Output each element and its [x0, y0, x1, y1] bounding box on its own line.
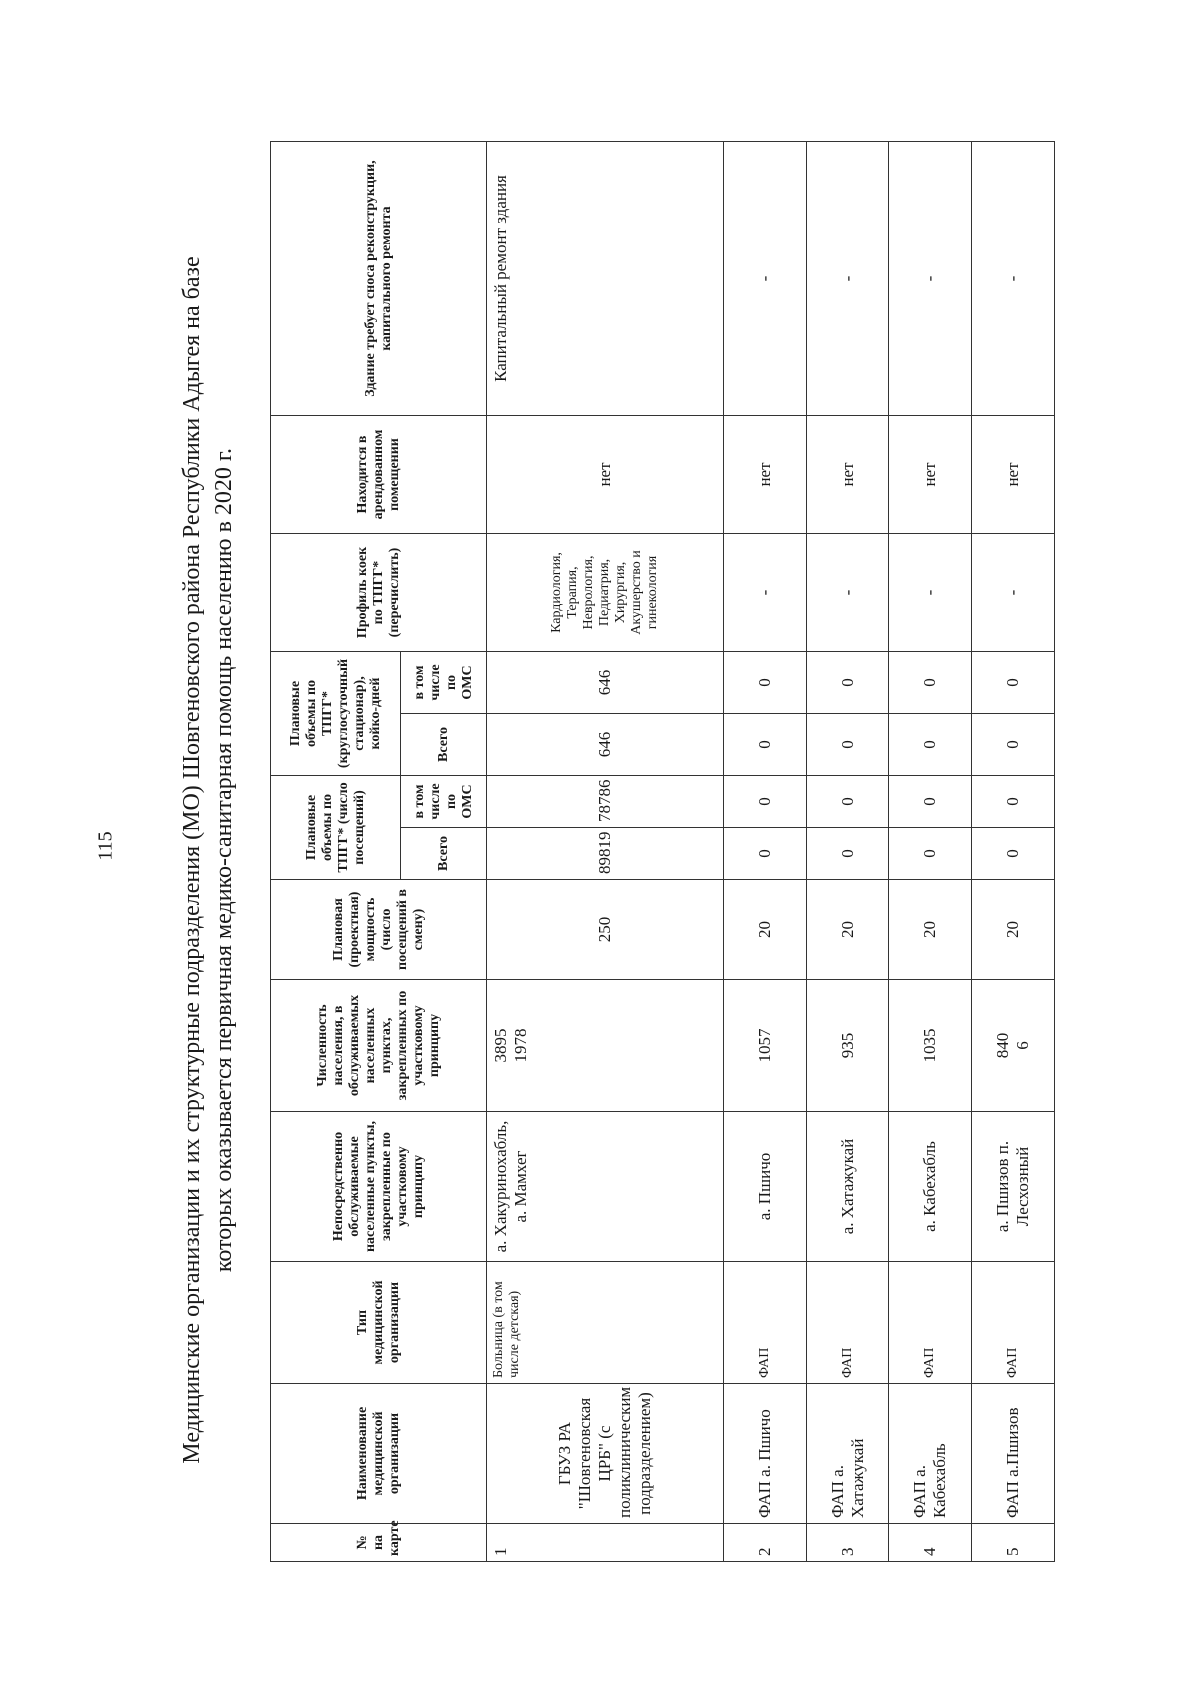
- header-population: Численность населения, в обслуживаемых населенных пунктах, закрепленных по участковому принципу: [271, 980, 487, 1112]
- cell-population: 1035: [889, 980, 972, 1112]
- cell-beds-oms: 0: [806, 652, 889, 714]
- header-type: Тип медицинской организации: [271, 1262, 487, 1384]
- header-beds-total: Всего: [401, 714, 487, 776]
- cell-type: ФАП: [972, 1262, 1055, 1384]
- page-title: [176, 130, 240, 1590]
- cell-beds-total: 0: [889, 714, 972, 776]
- header-beds-oms: в том числе по ОМС: [401, 652, 487, 714]
- cell-profile: Кардиология, Терапия, Неврология, Педиатрия, Хирургия, Акушерство и гинекология: [487, 534, 724, 652]
- cell-repair: -: [723, 142, 806, 416]
- cell-visits-total: 0: [972, 828, 1055, 880]
- table-container: [270, 142, 1055, 1562]
- cell-points: а. Пшизов п. Лесхозный: [972, 1112, 1055, 1262]
- cell-population-2: 1978: [511, 1028, 531, 1063]
- cell-capacity: 20: [806, 880, 889, 980]
- cell-rented: нет: [806, 416, 889, 534]
- cell-num: 1: [487, 1524, 724, 1562]
- header-points: Непосредственно обслуживаемые населенные пункты, закрепленные по участковому принципу: [271, 1112, 487, 1262]
- cell-repair: -: [806, 142, 889, 416]
- cell-capacity: 250: [487, 880, 724, 980]
- cell-rented: нет: [889, 416, 972, 534]
- cell-beds-total: 0: [806, 714, 889, 776]
- header-row: [271, 142, 401, 1562]
- cell-points: а. Хатажукай: [806, 1112, 889, 1262]
- cell-profile: -: [723, 534, 806, 652]
- cell-population: 1057: [723, 980, 806, 1112]
- header-rented: Находится в арендованном помещении: [271, 416, 487, 534]
- cell-type: ФАП: [806, 1262, 889, 1384]
- table-row: [972, 142, 1055, 1562]
- cell-profile: -: [889, 534, 972, 652]
- cell-beds-total: 0: [723, 714, 806, 776]
- cell-profile: -: [806, 534, 889, 652]
- cell-repair: -: [972, 142, 1055, 416]
- cell-points: а. Пшичо: [723, 1112, 806, 1262]
- cell-population-1: 840: [993, 1032, 1013, 1059]
- cell-beds-oms: 0: [972, 652, 1055, 714]
- page-number: 115: [94, 831, 117, 861]
- cell-beds-total: 646: [487, 714, 724, 776]
- cell-rented: нет: [487, 416, 724, 534]
- header-num: № на карте: [271, 1524, 487, 1562]
- cell-name: ГБУЗ РА "Шовгеновская ЦРБ" (с поликлиническим подразделением): [487, 1384, 724, 1524]
- cell-visits-oms: 0: [889, 776, 972, 828]
- title-line-2: которых оказывается первичная медико-санитарная помощь населению в 2020 г.: [211, 447, 237, 1273]
- cell-population-2: 6: [1013, 1041, 1033, 1050]
- cell-name: ФАП а. Пшичо: [723, 1384, 806, 1524]
- cell-name: ФАП а.Пшизов: [972, 1384, 1055, 1524]
- cell-beds-total: 0: [972, 714, 1055, 776]
- cell-num: 5: [972, 1524, 1055, 1562]
- cell-population-1: 3895: [491, 1028, 511, 1063]
- header-visits: Плановые объемы по ТПГГ* (число посещений): [271, 776, 401, 880]
- cell-rented: нет: [723, 416, 806, 534]
- header-capacity: Плановая (проектная) мощность (число посещений в смену): [271, 880, 487, 980]
- cell-num: 3: [806, 1524, 889, 1562]
- cell-capacity: 20: [972, 880, 1055, 980]
- cell-population: 935: [806, 980, 889, 1112]
- cell-rented: нет: [972, 416, 1055, 534]
- table-row: [487, 142, 724, 1562]
- cell-type: ФАП: [723, 1262, 806, 1384]
- cell-visits-total: 89819: [487, 828, 724, 880]
- cell-name: ФАП а. Хатажукай: [806, 1384, 889, 1524]
- header-visits-oms: в том числе по ОМС: [401, 776, 487, 828]
- facilities-table: [270, 141, 1055, 1562]
- cell-visits-oms: 0: [972, 776, 1055, 828]
- cell-population: [972, 980, 1055, 1112]
- header-beds: Плановые объемы по ТПГГ* (круглосуточный стационар), койко-дней: [271, 652, 401, 776]
- cell-capacity: 20: [889, 880, 972, 980]
- header-visits-total: Всего: [401, 828, 487, 880]
- cell-visits-oms: 0: [806, 776, 889, 828]
- cell-beds-oms: 0: [723, 652, 806, 714]
- cell-profile: -: [972, 534, 1055, 652]
- header-repair: Здание требует сноса реконструкции, капитального ремонта: [271, 142, 487, 416]
- cell-visits-total: 0: [889, 828, 972, 880]
- cell-type: Больница (в том числе детская): [487, 1262, 724, 1384]
- cell-beds-oms: 0: [889, 652, 972, 714]
- cell-repair: Капитальный ремонт здания: [487, 142, 724, 416]
- cell-visits-oms: 0: [723, 776, 806, 828]
- cell-capacity: 20: [723, 880, 806, 980]
- cell-visits-oms: 78786: [487, 776, 724, 828]
- cell-type: ФАП: [889, 1262, 972, 1384]
- title-line-1: Медицинские организации и их структурные подразделения (МО) Шовгеновского района Республики Адыгея на базе: [179, 256, 205, 1464]
- cell-points: а. Кабехабль: [889, 1112, 972, 1262]
- cell-num: 4: [889, 1524, 972, 1562]
- header-profile: Профиль коек по ТПГГ* (перечислить): [271, 534, 487, 652]
- cell-name: ФАП а. Кабехабль: [889, 1384, 972, 1524]
- cell-repair: -: [889, 142, 972, 416]
- cell-population: [487, 980, 724, 1112]
- cell-points: а. Хакуринохабль, а. Мамхег: [487, 1112, 724, 1262]
- cell-num: 2: [723, 1524, 806, 1562]
- table-row: [806, 142, 889, 1562]
- cell-beds-oms: 646: [487, 652, 724, 714]
- cell-visits-total: 0: [806, 828, 889, 880]
- table-row: [723, 142, 806, 1562]
- header-name: Наименование медицинской организации: [271, 1384, 487, 1524]
- table-row: [889, 142, 972, 1562]
- cell-visits-total: 0: [723, 828, 806, 880]
